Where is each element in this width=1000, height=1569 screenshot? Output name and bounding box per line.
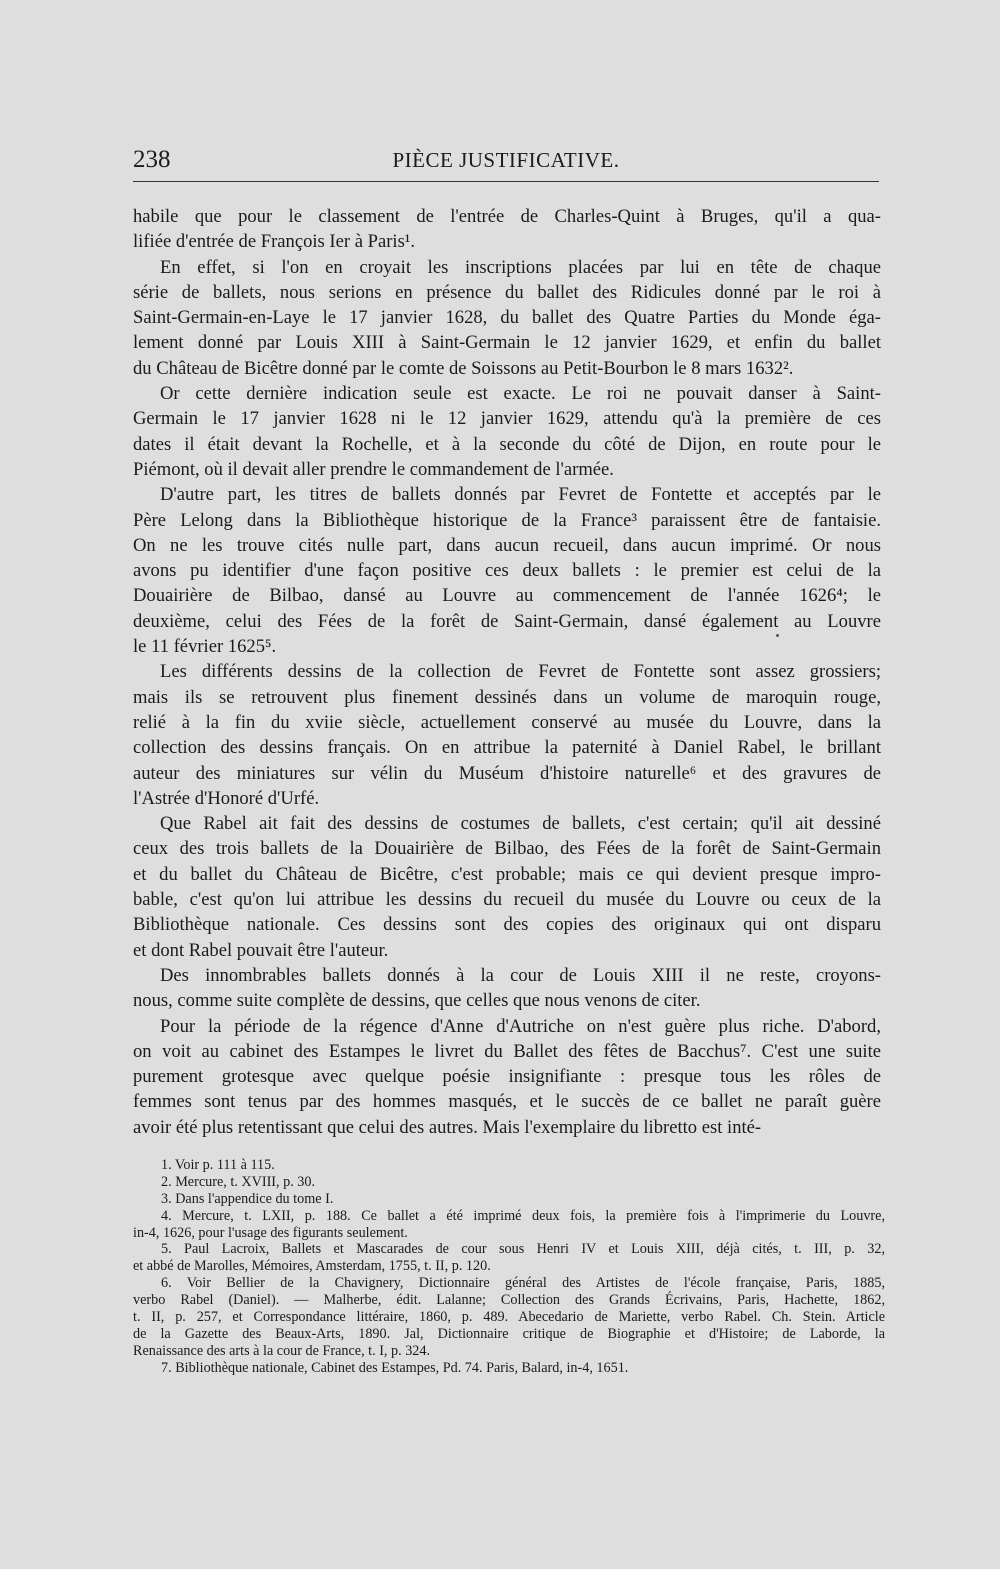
text-line: Douairière de Bilbao, dansé au Louvre au commencement de l'année 1626⁴; le <box>133 585 881 607</box>
text-line: lement donné par Louis XIII à Saint-Germain le 12 janvier 1629, et enfin du ballet <box>133 332 881 354</box>
text-line: on voit au cabinet des Estampes le livret du Ballet des fêtes de Bacchus⁷. C'est une suite <box>133 1040 881 1062</box>
text-line: ceux des trois ballets de la Douairière de Bilbao, des Fées de la forêt de Saint-Germain <box>133 838 881 860</box>
footnote-line: 1. Voir p. 111 à 115. <box>161 1157 275 1173</box>
paragraph <box>133 1014 881 1140</box>
text-line: Or cette dernière indication seule est exacte. Le roi ne pouvait danser à Saint- <box>160 383 881 405</box>
text-line: série de ballets, nous serions en présence du ballet des Ridicules donné par le roi à <box>133 281 881 303</box>
text-line: femmes sont tenus par des hommes masqués, et le succès de ce ballet ne paraît guère <box>133 1091 881 1113</box>
text-line: lifiée d'entrée de François Ier à Paris¹. <box>133 231 416 253</box>
text-line: Bibliothèque nationale. Ces dessins sont des copies des originaux qui ont disparu <box>133 914 881 936</box>
text-line: habile que pour le classement de l'entrée de Charles-Quint à Bruges, qu'il a qua- <box>133 206 881 227</box>
footnote-line: 4. Mercure, t. LXII, p. 188. Ce ballet a été imprimé deux fois, la première fois à l'imprimerie du Louvre, <box>161 1207 885 1224</box>
paragraph <box>133 963 881 1014</box>
text-line: le 11 février 1625⁵. <box>133 636 277 658</box>
text-line: auteur des miniatures sur vélin du Muséum d'histoire naturelle⁶ et des gravures de <box>133 762 881 784</box>
footnotes <box>133 1157 885 1377</box>
text-line: mais ils se retrouvent plus finement dessinés dans un volume de maroquin rouge, <box>133 686 881 708</box>
paragraph <box>133 482 881 659</box>
text-line: D'autre part, les titres de ballets donnés par Fevret de Fontette et acceptés par le <box>160 484 881 506</box>
footnote-line: 2. Mercure, t. XVIII, p. 30. <box>161 1173 316 1190</box>
paragraph <box>133 811 881 963</box>
footnote-line: Renaissance des arts à la cour de France, t. I, p. 324. <box>133 1342 431 1359</box>
text-line: purement grotesque avec quelque poésie insignifiante : presque tous les rôles de <box>133 1066 881 1088</box>
text-line: Germain le 17 janvier 1628 ni le 12 janvier 1629, attendu qu'à la première de ces <box>133 408 881 430</box>
text-line: dates il était devant la Rochelle, et à la seconde du côté de Dijon, en route pour le <box>133 433 881 455</box>
text-line: Pour la période de la régence d'Anne d'Autriche on n'est guère plus riche. D'abord, <box>160 1015 881 1037</box>
page-header <box>133 146 879 180</box>
text-line: On ne les trouve cités nulle part, dans aucun recueil, dans aucun imprimé. Or nous <box>133 534 881 556</box>
paragraph <box>133 381 881 482</box>
text-line: et du ballet du Château de Bicêtre, c'est probable; mais ce qui devient presque impro- <box>133 863 881 885</box>
text-line: Saint-Germain-en-Laye le 17 janvier 1628, du ballet des Quatre Parties du Monde éga- <box>133 307 881 329</box>
text-line: bable, c'est qu'on lui attribue les dessins du recueil du musée du Louvre ou ceux de la <box>133 889 881 911</box>
footnote <box>133 1174 885 1191</box>
footnote-line: t. II, p. 257, et Correspondance littéraire, 1860, p. 489. Abecedario de Mariette, verbo Rabel. Ch. Stein. Article <box>133 1309 885 1326</box>
footnote <box>133 1275 885 1359</box>
text-line: avons pu identifier d'une façon positive ces deux ballets : le premier est celui de la <box>133 560 881 582</box>
paragraph <box>133 255 881 381</box>
footnote <box>133 1157 885 1174</box>
text-line: et dont Rabel pouvait être l'auteur. <box>133 939 389 961</box>
header-rule <box>133 181 879 182</box>
footnote-line: verbo Rabel (Daniel). — Malherbe, édit. Lalanne; Collection des Grands Écrivains, Paris, Hachette, 1862, <box>133 1292 885 1309</box>
footnote-line: 5. Paul Lacroix, Ballets et Mascarades de cour sous Henri IV et Louis XIII, déjà cités, t. III, p. 32, <box>161 1241 885 1258</box>
footnote-line: de la Gazette des Beaux-Arts, 1890. Jal, Dictionnaire critique de Biographie et d'Histoire; de Laborde, la <box>133 1325 885 1342</box>
paragraph <box>133 659 881 811</box>
footnote <box>133 1208 885 1242</box>
text-line: relié à la fin du xviie siècle, actuellement conservé au musée du Louvre, dans la <box>133 711 881 733</box>
text-line: Des innombrables ballets donnés à la cour de Louis XIII il ne reste, croyons- <box>160 964 881 986</box>
footnote-line: 3. Dans l'appendice du tome I. <box>161 1190 334 1207</box>
running-title: PIÈCE JUSTIFICATIVE. <box>392 148 620 172</box>
footnote-line: et abbé de Marolles, Mémoires, Amsterdam, 1755, t. II, p. 120. <box>133 1258 491 1275</box>
text-line: Piémont, où il devait aller prendre le commandement de l'armée. <box>133 458 614 480</box>
paragraph <box>133 204 881 255</box>
footnote <box>133 1191 885 1208</box>
text-line: Les différents dessins de la collection de Fevret de Fontette sont assez grossiers; <box>160 661 881 683</box>
text-line: Père Lelong dans la Bibliothèque historique de la France³ paraissent être de fantaisie. <box>133 509 881 531</box>
text-line: l'Astrée d'Honoré d'Urfé. <box>133 787 320 809</box>
footnote-line: 7. Bibliothèque nationale, Cabinet des Estampes, Pd. 74. Paris, Balard, in-4, 1651. <box>161 1359 629 1376</box>
text-line: Que Rabel ait fait des dessins de costumes de ballets, c'est certain; qu'il ait dessiné <box>160 813 881 835</box>
text-line: nous, comme suite complète de dessins, que celles que nous venons de citer. <box>133 990 701 1012</box>
text-line: avoir été plus retentissant que celui des autres. Mais l'exemplaire du libretto est inté- <box>133 1116 762 1138</box>
footnote <box>133 1360 885 1377</box>
text-line: deuxième, celui des Fées de la forêt de Saint-Germain, dansé également au Louvre <box>133 610 881 632</box>
footnote-line: 6. Voir Bellier de la Chavignery, Dictionnaire général des Artistes de l'école française, Paris, 1885, <box>161 1275 885 1292</box>
text-line: collection des dessins français. On en attribue la paternité à Daniel Rabel, le brillant <box>133 737 881 759</box>
footnote <box>133 1241 885 1275</box>
page-number: 238 <box>133 146 171 173</box>
footnote-line: in-4, 1626, pour l'usage des figurants seulement. <box>133 1224 408 1241</box>
text-line: En effet, si l'on en croyait les inscriptions placées par lui en tête de chaque <box>160 256 881 278</box>
main-text <box>133 204 881 1140</box>
text-line: du Château de Bicêtre donné par le comte de Soissons au Petit-Bourbon le 8 mars 1632². <box>133 357 794 379</box>
